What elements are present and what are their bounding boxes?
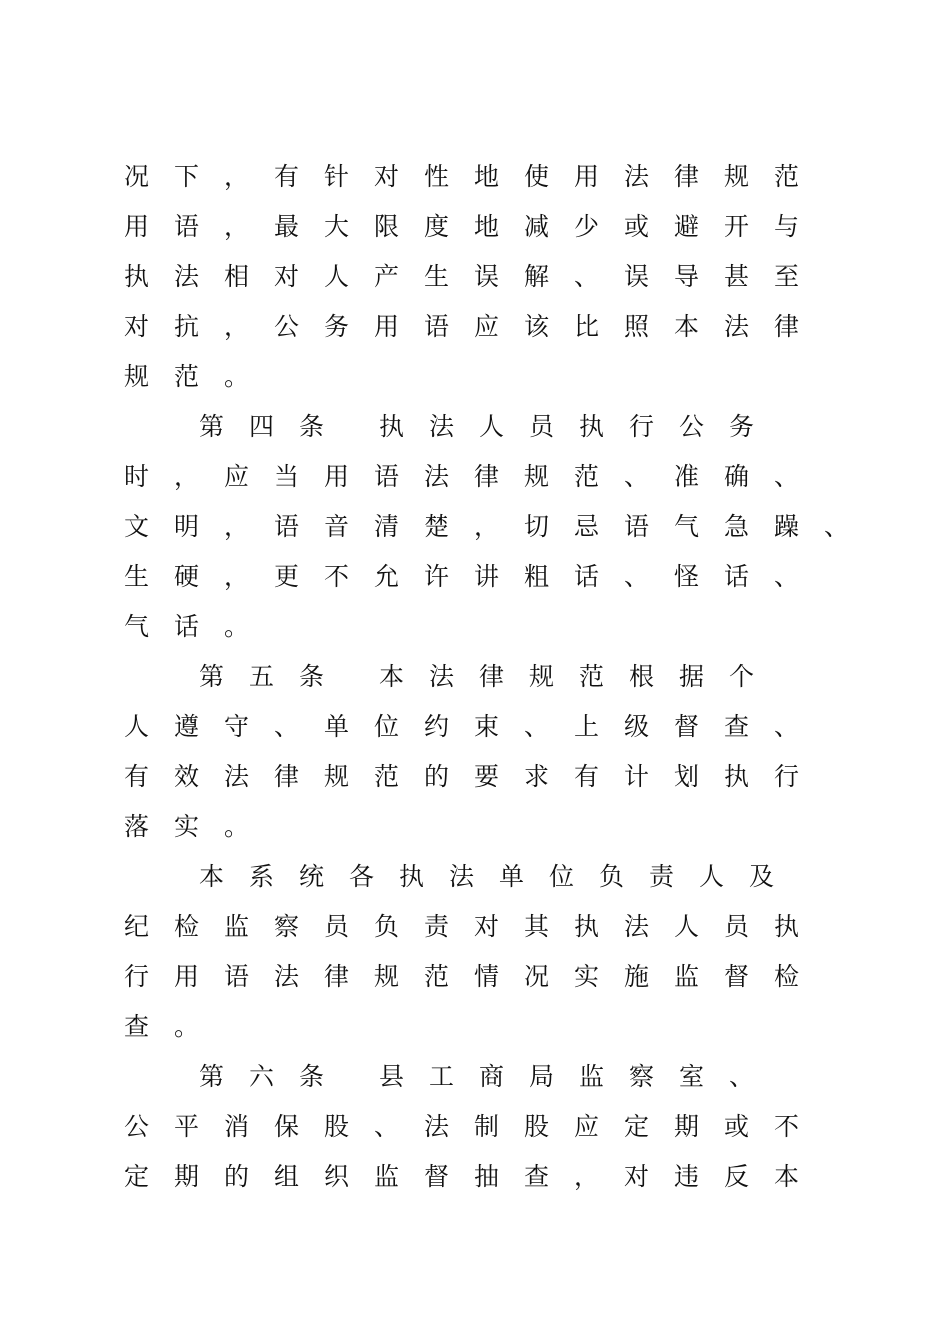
character: 文 bbox=[124, 512, 150, 541]
character: ， bbox=[224, 162, 250, 191]
text-segment bbox=[199, 652, 349, 702]
text-segment bbox=[124, 502, 874, 552]
character: 律 bbox=[674, 162, 700, 191]
text-segment bbox=[124, 1002, 224, 1052]
character: 人 bbox=[699, 862, 725, 891]
character: 系 bbox=[249, 862, 275, 891]
character: 确 bbox=[724, 462, 750, 491]
character: 况 bbox=[524, 962, 550, 991]
text-line bbox=[124, 702, 844, 752]
character: 怪 bbox=[674, 562, 700, 591]
character: 察 bbox=[629, 1062, 655, 1091]
character: 律 bbox=[774, 312, 800, 341]
character: 针 bbox=[324, 162, 350, 191]
character: 气 bbox=[124, 612, 150, 641]
character: ， bbox=[224, 562, 250, 591]
text-segment bbox=[199, 852, 799, 902]
character: 用 bbox=[174, 962, 200, 991]
character: 话 bbox=[174, 612, 200, 641]
character: 求 bbox=[524, 762, 550, 791]
character: 执 bbox=[124, 262, 150, 291]
character: 大 bbox=[324, 212, 350, 241]
character: 最 bbox=[274, 212, 300, 241]
character: 本 bbox=[774, 1162, 800, 1191]
character: 话 bbox=[574, 562, 600, 591]
character: 的 bbox=[424, 762, 450, 791]
character: 语 bbox=[174, 212, 200, 241]
character: 语 bbox=[424, 312, 450, 341]
character: 监 bbox=[674, 962, 700, 991]
character: 比 bbox=[574, 312, 600, 341]
character: 法 bbox=[274, 962, 300, 991]
character: 、 bbox=[524, 712, 550, 741]
character: 划 bbox=[674, 762, 700, 791]
character: 产 bbox=[374, 262, 400, 291]
character: 急 bbox=[724, 512, 750, 541]
character: 切 bbox=[524, 512, 550, 541]
text-segment bbox=[124, 302, 824, 352]
text-segment bbox=[124, 602, 274, 652]
character: 各 bbox=[349, 862, 375, 891]
character: 监 bbox=[374, 1162, 400, 1191]
character: 限 bbox=[374, 212, 400, 241]
character: 违 bbox=[674, 1162, 700, 1191]
character: 规 bbox=[524, 462, 550, 491]
character: 准 bbox=[674, 462, 700, 491]
character: 落 bbox=[124, 812, 150, 841]
character: 室 bbox=[679, 1062, 705, 1091]
character: 对 bbox=[624, 1162, 650, 1191]
character: 少 bbox=[574, 212, 600, 241]
text-segment bbox=[124, 1102, 824, 1152]
character: 单 bbox=[324, 712, 350, 741]
character: 抗 bbox=[174, 312, 200, 341]
character: 个 bbox=[729, 662, 755, 691]
character: 避 bbox=[674, 212, 700, 241]
character: 人 bbox=[674, 912, 700, 941]
character: 、 bbox=[774, 562, 800, 591]
character: 员 bbox=[324, 912, 350, 941]
character: 用 bbox=[374, 312, 400, 341]
character: 气 bbox=[674, 512, 700, 541]
character: 守 bbox=[224, 712, 250, 741]
character: 及 bbox=[749, 862, 775, 891]
character: 察 bbox=[274, 912, 300, 941]
character: 生 bbox=[124, 562, 150, 591]
character: 有 bbox=[124, 762, 150, 791]
text-segment bbox=[379, 652, 779, 702]
character: 根 bbox=[629, 662, 655, 691]
character: 法 bbox=[624, 162, 650, 191]
character: 织 bbox=[324, 1162, 350, 1191]
text-line bbox=[124, 302, 844, 352]
character: 对 bbox=[274, 262, 300, 291]
character: 性 bbox=[424, 162, 450, 191]
character: 应 bbox=[224, 462, 250, 491]
character: 人 bbox=[479, 412, 505, 441]
character: 四 bbox=[249, 412, 275, 441]
text-line bbox=[124, 552, 844, 602]
text-segment bbox=[124, 202, 824, 252]
character: 期 bbox=[674, 1112, 700, 1141]
character: 用 bbox=[124, 212, 150, 241]
character: 消 bbox=[224, 1112, 250, 1141]
character: 或 bbox=[624, 212, 650, 241]
character: 本 bbox=[199, 862, 225, 891]
character: 生 bbox=[424, 262, 450, 291]
character: 抽 bbox=[474, 1162, 500, 1191]
character: 律 bbox=[324, 962, 350, 991]
character: 执 bbox=[774, 912, 800, 941]
character: 五 bbox=[249, 662, 275, 691]
character: 、 bbox=[729, 1062, 755, 1091]
text-line bbox=[124, 852, 844, 902]
character: 误 bbox=[624, 262, 650, 291]
character: 保 bbox=[274, 1112, 300, 1141]
text-line bbox=[124, 352, 844, 402]
character: 语 bbox=[274, 512, 300, 541]
character: 地 bbox=[474, 162, 500, 191]
character: 范 bbox=[374, 762, 400, 791]
character: 人 bbox=[324, 262, 350, 291]
character: ， bbox=[224, 512, 250, 541]
character: 下 bbox=[174, 162, 200, 191]
character: 规 bbox=[124, 362, 150, 391]
character: 对 bbox=[474, 912, 500, 941]
character: 定 bbox=[624, 1112, 650, 1141]
character: 况 bbox=[124, 162, 150, 191]
text-line bbox=[124, 152, 844, 202]
text-line bbox=[124, 1152, 844, 1202]
character: 负 bbox=[599, 862, 625, 891]
character: 条 bbox=[299, 412, 325, 441]
character: 效 bbox=[174, 762, 200, 791]
character: 导 bbox=[674, 262, 700, 291]
character: 、 bbox=[774, 712, 800, 741]
character: 语 bbox=[224, 962, 250, 991]
character: 用 bbox=[324, 462, 350, 491]
character: 纪 bbox=[124, 912, 150, 941]
character: 楚 bbox=[424, 512, 450, 541]
character: 更 bbox=[274, 562, 300, 591]
character: 县 bbox=[379, 1062, 405, 1091]
character: 反 bbox=[724, 1162, 750, 1191]
character: 上 bbox=[574, 712, 600, 741]
character: 行 bbox=[124, 962, 150, 991]
character: 监 bbox=[579, 1062, 605, 1091]
character: 组 bbox=[274, 1162, 300, 1191]
character: 范 bbox=[774, 162, 800, 191]
character: 要 bbox=[474, 762, 500, 791]
character: 有 bbox=[574, 762, 600, 791]
character: 法 bbox=[429, 662, 455, 691]
character: 六 bbox=[249, 1062, 275, 1091]
text-line bbox=[124, 502, 850, 552]
character: 束 bbox=[474, 712, 500, 741]
character: 法 bbox=[424, 1112, 450, 1141]
text-line bbox=[124, 1052, 844, 1102]
character: 硬 bbox=[174, 562, 200, 591]
text-segment bbox=[124, 802, 274, 852]
text-segment bbox=[124, 1152, 824, 1202]
character: 范 bbox=[579, 662, 605, 691]
character: 期 bbox=[174, 1162, 200, 1191]
character: 法 bbox=[624, 912, 650, 941]
character: 的 bbox=[224, 1162, 250, 1191]
character: 监 bbox=[224, 912, 250, 941]
character: 相 bbox=[224, 262, 250, 291]
character: 查 bbox=[724, 712, 750, 741]
character: 当 bbox=[274, 462, 300, 491]
character: 不 bbox=[324, 562, 350, 591]
character: 本 bbox=[674, 312, 700, 341]
text-segment bbox=[199, 1052, 349, 1102]
character: 负 bbox=[374, 912, 400, 941]
character: 许 bbox=[424, 562, 450, 591]
character: 法 bbox=[429, 412, 455, 441]
document-body bbox=[124, 152, 850, 1202]
character: 位 bbox=[549, 862, 575, 891]
character: 公 bbox=[124, 1112, 150, 1141]
character: 公 bbox=[274, 312, 300, 341]
character: 督 bbox=[724, 962, 750, 991]
character: 督 bbox=[674, 712, 700, 741]
character: 忌 bbox=[574, 512, 600, 541]
character: 。 bbox=[224, 612, 250, 641]
character: 督 bbox=[424, 1162, 450, 1191]
character: ， bbox=[174, 462, 200, 491]
character: 位 bbox=[374, 712, 400, 741]
text-segment bbox=[124, 152, 824, 202]
character: 律 bbox=[274, 762, 300, 791]
character: 约 bbox=[424, 712, 450, 741]
character: 躁 bbox=[774, 512, 800, 541]
character: 使 bbox=[524, 162, 550, 191]
character: 条 bbox=[299, 662, 325, 691]
character: 查 bbox=[524, 1162, 550, 1191]
character: 执 bbox=[399, 862, 425, 891]
text-line bbox=[124, 602, 844, 652]
text-segment bbox=[379, 1052, 779, 1102]
character: 规 bbox=[724, 162, 750, 191]
character: 第 bbox=[199, 1062, 225, 1091]
character: 条 bbox=[299, 1062, 325, 1091]
text-line bbox=[124, 452, 844, 502]
character: 规 bbox=[529, 662, 555, 691]
character: 范 bbox=[424, 962, 450, 991]
text-line bbox=[124, 402, 844, 452]
character: 法 bbox=[174, 262, 200, 291]
text-segment bbox=[124, 352, 274, 402]
text-segment bbox=[124, 252, 824, 302]
character: 时 bbox=[124, 462, 150, 491]
character: 应 bbox=[474, 312, 500, 341]
text-segment bbox=[124, 452, 824, 502]
character: 执 bbox=[574, 912, 600, 941]
character: 范 bbox=[574, 462, 600, 491]
character: 员 bbox=[724, 912, 750, 941]
character: 范 bbox=[174, 362, 200, 391]
character: 语 bbox=[374, 462, 400, 491]
text-segment bbox=[124, 552, 824, 602]
character: 员 bbox=[529, 412, 555, 441]
character: 商 bbox=[479, 1062, 505, 1091]
character: 粗 bbox=[524, 562, 550, 591]
character: 据 bbox=[679, 662, 705, 691]
character: 、 bbox=[824, 512, 850, 541]
character: 级 bbox=[624, 712, 650, 741]
character: 本 bbox=[379, 662, 405, 691]
character: 执 bbox=[724, 762, 750, 791]
text-line bbox=[124, 902, 844, 952]
character: 用 bbox=[574, 162, 600, 191]
text-line bbox=[124, 1002, 844, 1052]
character: 开 bbox=[724, 212, 750, 241]
character: 律 bbox=[474, 462, 500, 491]
character: 计 bbox=[624, 762, 650, 791]
character: 不 bbox=[774, 1112, 800, 1141]
character: 、 bbox=[374, 1112, 400, 1141]
character: 律 bbox=[479, 662, 505, 691]
text-line bbox=[124, 652, 844, 702]
text-segment bbox=[199, 402, 349, 452]
text-line bbox=[124, 252, 844, 302]
character: 股 bbox=[524, 1112, 550, 1141]
character: 、 bbox=[774, 462, 800, 491]
character: 、 bbox=[274, 712, 300, 741]
character: 执 bbox=[579, 412, 605, 441]
text-segment bbox=[124, 752, 824, 802]
character: 误 bbox=[474, 262, 500, 291]
character: 第 bbox=[199, 662, 225, 691]
character: 查 bbox=[124, 1012, 150, 1041]
character: 至 bbox=[774, 262, 800, 291]
character: 、 bbox=[574, 262, 600, 291]
character: 务 bbox=[729, 412, 755, 441]
character: 与 bbox=[774, 212, 800, 241]
text-line bbox=[124, 1102, 844, 1152]
character: 法 bbox=[724, 312, 750, 341]
character: 。 bbox=[224, 362, 250, 391]
character: 平 bbox=[174, 1112, 200, 1141]
character: 地 bbox=[474, 212, 500, 241]
character: 局 bbox=[529, 1062, 555, 1091]
character: 责 bbox=[424, 912, 450, 941]
character: 法 bbox=[424, 462, 450, 491]
character: 清 bbox=[374, 512, 400, 541]
character: ， bbox=[224, 312, 250, 341]
character: ， bbox=[224, 212, 250, 241]
character: ， bbox=[574, 1162, 600, 1191]
character: 股 bbox=[324, 1112, 350, 1141]
character: 减 bbox=[524, 212, 550, 241]
character: 施 bbox=[624, 962, 650, 991]
character: 第 bbox=[199, 412, 225, 441]
character: 法 bbox=[449, 862, 475, 891]
text-line bbox=[124, 802, 844, 852]
character: 音 bbox=[324, 512, 350, 541]
character: 应 bbox=[574, 1112, 600, 1141]
character: 法 bbox=[224, 762, 250, 791]
character: 解 bbox=[524, 262, 550, 291]
character: 该 bbox=[524, 312, 550, 341]
character: 遵 bbox=[174, 712, 200, 741]
character: 行 bbox=[629, 412, 655, 441]
character: 规 bbox=[374, 962, 400, 991]
character: 工 bbox=[429, 1062, 455, 1091]
character: 检 bbox=[174, 912, 200, 941]
character: 照 bbox=[624, 312, 650, 341]
character: 语 bbox=[624, 512, 650, 541]
character: 其 bbox=[524, 912, 550, 941]
text-line bbox=[124, 952, 844, 1002]
character: 定 bbox=[124, 1162, 150, 1191]
character: 制 bbox=[474, 1112, 500, 1141]
character: 讲 bbox=[474, 562, 500, 591]
character: 允 bbox=[374, 562, 400, 591]
character: 。 bbox=[174, 1012, 200, 1041]
character: 或 bbox=[724, 1112, 750, 1141]
character: 。 bbox=[224, 812, 250, 841]
character: 检 bbox=[774, 962, 800, 991]
character: 人 bbox=[124, 712, 150, 741]
character: 规 bbox=[324, 762, 350, 791]
character: 话 bbox=[724, 562, 750, 591]
character: 统 bbox=[299, 862, 325, 891]
character: 明 bbox=[174, 512, 200, 541]
character: 、 bbox=[624, 562, 650, 591]
character: 、 bbox=[624, 462, 650, 491]
character: 执 bbox=[379, 412, 405, 441]
character: ， bbox=[474, 512, 500, 541]
character: 实 bbox=[574, 962, 600, 991]
character: 务 bbox=[324, 312, 350, 341]
character: 行 bbox=[774, 762, 800, 791]
text-segment bbox=[379, 402, 779, 452]
text-line bbox=[124, 752, 844, 802]
character: 对 bbox=[374, 162, 400, 191]
text-segment bbox=[124, 902, 824, 952]
text-segment bbox=[124, 952, 824, 1002]
text-line bbox=[124, 202, 844, 252]
character: 责 bbox=[649, 862, 675, 891]
text-segment bbox=[124, 702, 824, 752]
character: 情 bbox=[474, 962, 500, 991]
character: 有 bbox=[274, 162, 300, 191]
character: 单 bbox=[499, 862, 525, 891]
character: 公 bbox=[679, 412, 705, 441]
character: 甚 bbox=[724, 262, 750, 291]
character: 对 bbox=[124, 312, 150, 341]
character: 实 bbox=[174, 812, 200, 841]
character: 度 bbox=[424, 212, 450, 241]
